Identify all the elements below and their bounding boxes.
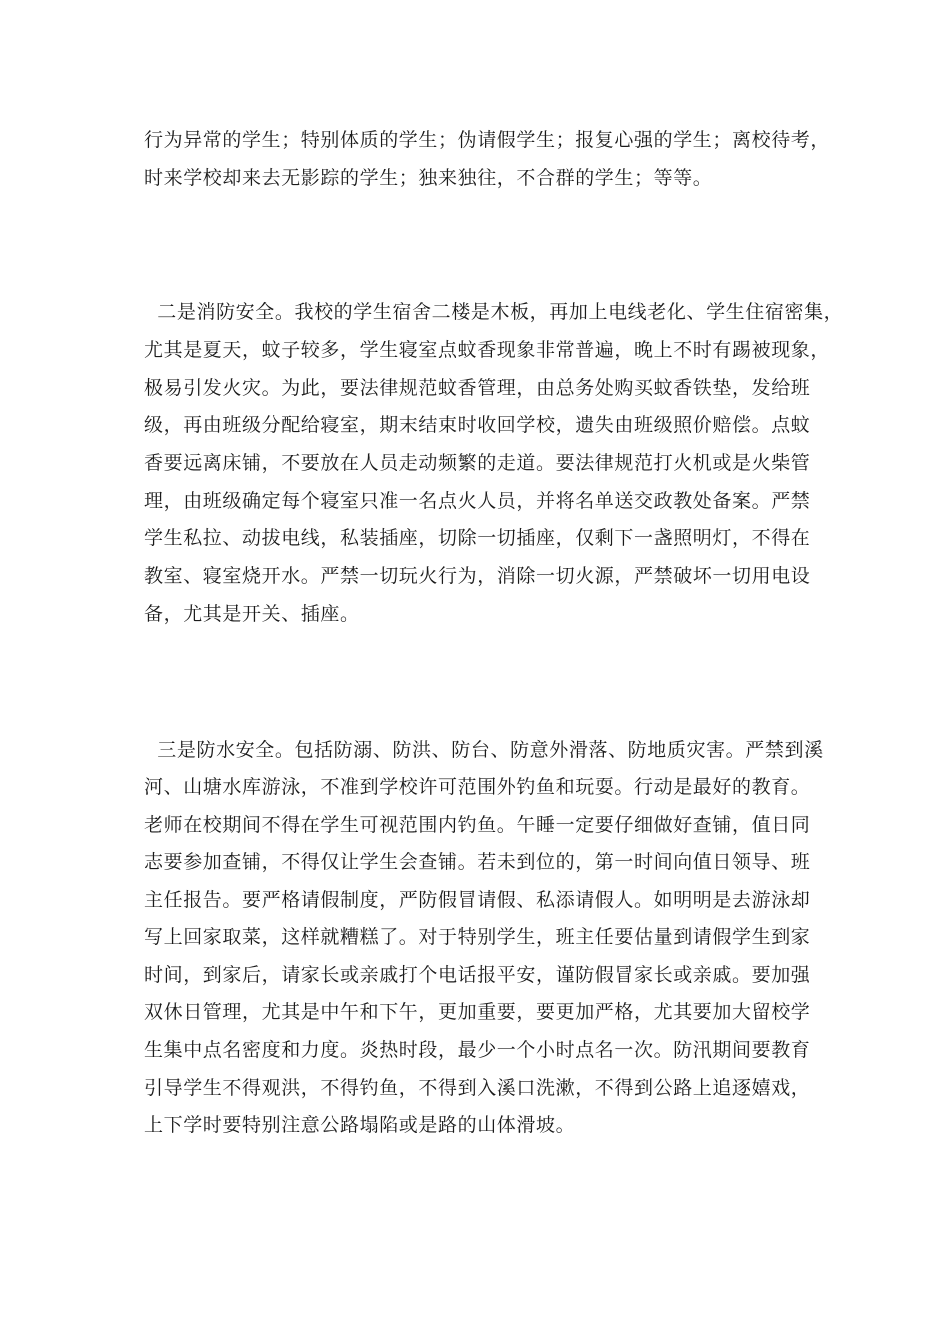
text-line: 双休日管理，尤其是中午和下午，更加重要，要更加严格，尤其要加大留校学	[144, 1001, 811, 1023]
text-line: 学生私拉、动拔电线，私装插座，切除一切插座，仅剩下一盏照明灯，不得在	[144, 527, 811, 549]
text-line: 引导学生不得观洪，不得钓鱼，不得到入溪口洗漱，不得到公路上追逐嬉戏，	[144, 1077, 811, 1099]
text-line: 时来学校却来去无影踪的学生；独来独往，不合群的学生；等等。	[144, 167, 713, 189]
text-line: 教室、寝室烧开水。严禁一切玩火行为，消除一切火源，严禁破坏一切用电设	[144, 565, 811, 587]
text-line: 上下学时要特别注意公路塌陷或是路的山体滑坡。	[144, 1114, 576, 1136]
text-line: 二是消防安全。我校的学生宿舍二楼是木板，再加上电线老化、学生住宿密集，	[144, 301, 844, 323]
text-line: 老师在校期间不得在学生可视范围内钓鱼。午睡一定要仔细做好查铺，值日同	[144, 814, 811, 836]
text-line: 香要远离床铺，不要放在人员走动频繁的走道。要法律规范打火机或是火柴管	[144, 452, 811, 474]
text-line: 极易引发火灾。为此，要法律规范蚊香管理，由总务处购买蚊香铁垫，发给班	[144, 377, 811, 399]
text-line: 尤其是夏天，蚊子较多，学生寝室点蚊香现象非常普遍，晚上不时有踢被现象，	[144, 339, 831, 361]
text-line: 写上回家取菜，这样就糟糕了。对于特别学生，班主任要估量到请假学生到家	[144, 926, 811, 948]
text-line: 河、山塘水库游泳，不准到学校许可范围外钓鱼和玩耍。行动是最好的教育。	[144, 776, 811, 798]
text-line: 理，由班级确定每个寝室只准一名点火人员，并将名单送交政教处备案。严禁	[144, 490, 811, 512]
text-line: 志要参加查铺，不得仅让学生会查铺。若未到位的，第一时间向值日领导、班	[144, 851, 811, 873]
text-line: 生集中点名密度和力度。炎热时段，最少一个小时点名一次。防汛期间要教育	[144, 1039, 811, 1061]
text-line: 主任报告。要严格请假制度，严防假冒请假、私添请假人。如明明是去游泳却	[144, 889, 811, 911]
text-line: 备，尤其是开关、插座。	[144, 603, 360, 625]
text-line: 行为异常的学生；特别体质的学生；伪请假学生；报复心强的学生；离校待考，	[144, 129, 831, 151]
text-line: 三是防水安全。包括防溺、防洪、防台、防意外滑落、防地质灾害。严禁到溪	[144, 739, 824, 761]
text-line: 时间，到家后，请家长或亲戚打个电话报平安，谨防假冒家长或亲戚。要加强	[144, 964, 811, 986]
text-line: 级，再由班级分配给寝室，期末结束时收回学校，遗失由班级照价赔偿。点蚊	[144, 414, 811, 436]
